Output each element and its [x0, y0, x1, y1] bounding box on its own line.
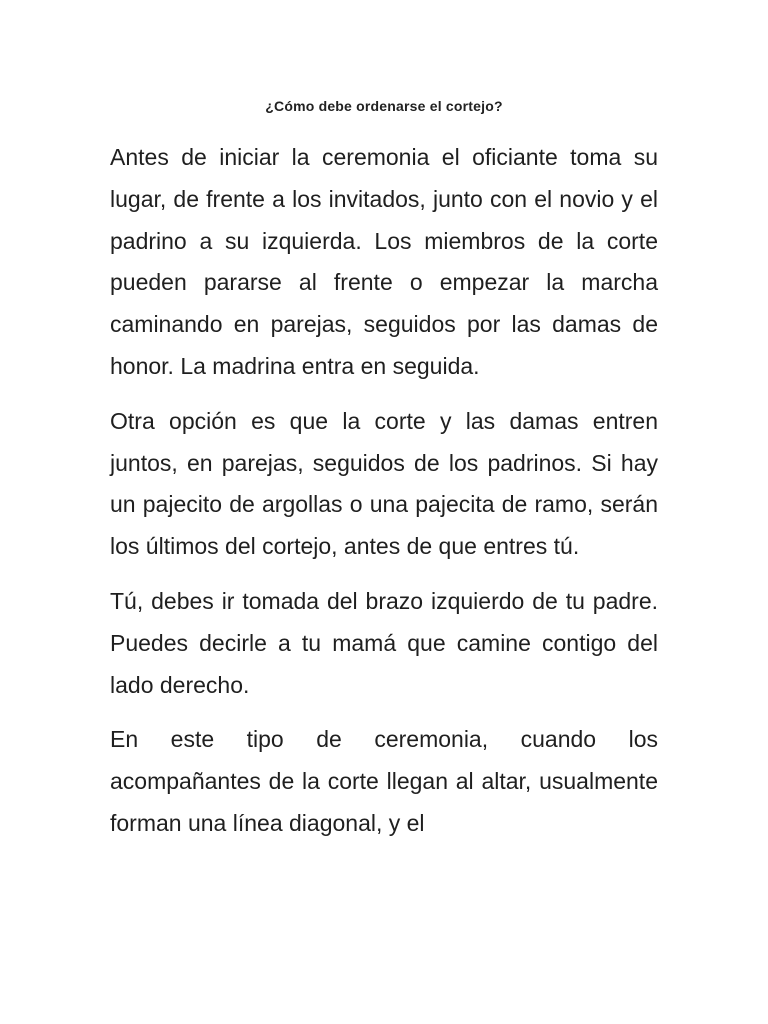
paragraph-1: Antes de iniciar la ceremonia el oficiante toma su lugar, de frente a los invitados, junto con el novio y el padrino a su izquierda. Los miembros de la corte pueden pararse al frente o empezar la marcha caminando en parejas, seguidos por las damas de honor. La madrina entra en seguida. [110, 144, 658, 379]
paragraph-4: En este tipo de ceremonia, cuando los acompañantes de la corte llegan al altar, usualmente forman una línea diagonal, y el [110, 726, 658, 836]
paragraph-2: Otra opción es que la corte y las damas entren juntos, en parejas, seguidos de los padrinos. Si hay un pajecito de argollas o una pajecita de ramo, serán los últimos del cortejo, antes de que entres tú. [110, 407, 658, 560]
paragraph-3: Tú, debes ir tomada del brazo izquierdo de tu padre. Puedes decirle a tu mamá que camine contigo del lado derecho. [110, 587, 658, 698]
document-title: ¿Cómo debe ordenarse el cortejo? [265, 98, 503, 114]
document-body [110, 137, 658, 858]
